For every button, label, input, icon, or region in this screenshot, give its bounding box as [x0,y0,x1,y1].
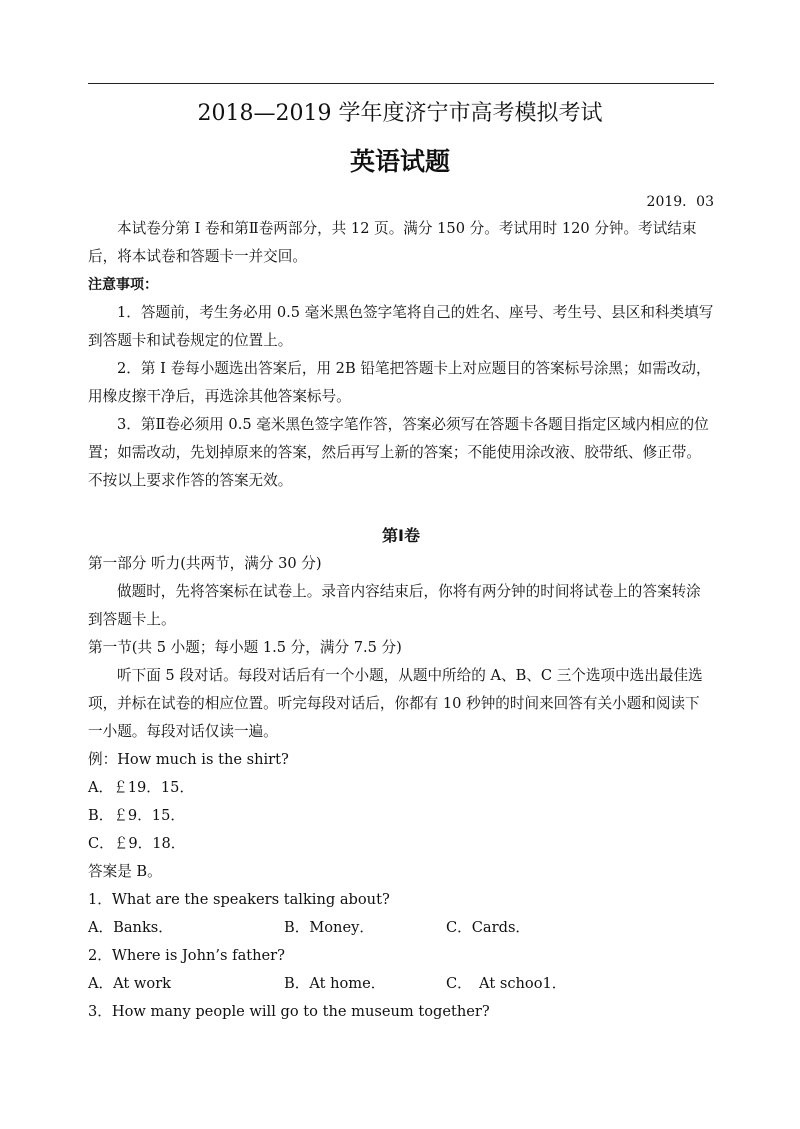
part1-heading: 第一部分 听力(共两节，满分 30 分) [88,555,322,572]
question-1-option-a: A．Banks． [88,919,173,936]
question-1-text: 1．What are the speakers talking about? [88,891,390,908]
exam-subtitle: 英语试题 [349,147,450,176]
volume-heading: 第Ⅰ卷 [382,526,420,545]
question-1-option-c: C．Cards． [446,919,531,936]
section1-instruction: 听下面 5 段对话。每段对话后有一个小题，从题中所给的 A、B、C 三个选项中选出最佳选项，并标在试卷的相应位置。听完每段对话后，你都有 10 秒钟的时间来回答有关小题和阅读下一小题。每段对话仅读一遍。 [88,667,703,740]
notice-item-2: 2．第 I 卷每小题选出答案后，用 2B 铅笔把答题卡上对应题目的答案标号涂黑；如需改动，用橡皮擦干净后，再选涂其他答案标号。 [88,360,711,405]
section1-heading: 第一节(共 5 小题；每小题 1.5 分，满分 7.5 分) [88,639,402,656]
notice-item-3: 3．第Ⅱ卷必须用 0.5 毫米黑色签字笔作答，答案必须写在答题卡各题目指定区域内相应的位置；如需改动，先划掉原来的答案，然后再写上新的答案；不能使用涂改液、胶带纸、修正带。不按以上要求作答的答案无效。 [88,416,709,489]
exam-date: 2019．03 [646,194,714,210]
part1-instruction: 做题时，先将答案标在试卷上。录音内容结束后，你将有两分钟的时间将试卷上的答案转涂到答题卡上。 [88,583,701,628]
notice-section [88,271,714,495]
exam-title: 2018—2019 学年度济宁市高考模拟考试 [197,101,603,126]
header-rule [88,83,714,84]
notice-heading: 注意事项： [88,277,158,293]
question-2-text: 2．Where is John’s father? [88,947,285,964]
question-2-option-b: B．At home． [284,975,386,992]
intro-paragraph [88,215,714,271]
notice-item-1: 1．答题前，考生务必用 0.5 毫米黑色签字笔将自己的姓名、座号、考生号、县区和科类填写到答题卡和试卷规定的位置上。 [88,304,714,349]
question-3-text: 3．How many people will go to the museum together? [88,1003,490,1020]
example-question: 例：How much is the shirt? [88,751,289,768]
part1-section [88,550,714,746]
example-answer: 答案是 B。 [88,863,162,880]
example-option-b: B．￡9．15． [88,807,185,824]
example-option-a: A．￡19．15． [88,779,195,796]
question-2-option-a: A．At work [88,975,172,992]
question-2-option-c: C． At schoo1． [446,975,567,992]
intro-text: 本试卷分第 I 卷和第Ⅱ卷两部分，共 12 页。满分 150 分。考试用时 120 分钟。考试结束后，将本试卷和答题卡一并交回。 [88,220,697,265]
example-option-c: C．￡9．18． [88,835,186,852]
question-1-option-b: B．Money． [284,919,374,936]
